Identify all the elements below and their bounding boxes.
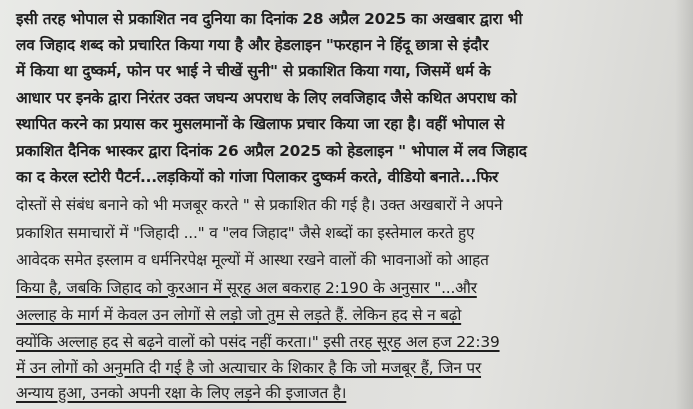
text-line-3: में किया था दुष्कर्म, फोन पर भाई ने चीखें सुनी" से प्रकाशित किया गया, जिसमें धर्म के bbox=[16, 62, 491, 80]
text-line-14: में उन लोगों को अनुमति दी गई है जो अत्याचार के शिकार है कि जो मजबूर हैं, जिन पर bbox=[16, 359, 482, 377]
text-line-13: क्योंकि अल्लाह हद से बढ़ने वालों को पसंद नहीं करता।" इसी तरह सूरह अल हज 22:39 bbox=[16, 333, 500, 351]
text-line-6: प्रकाशित दैनिक भास्कर द्वारा दिनांक 26 अप्रैल 2025 को हेडलाइन " भोपाल में लव जिहाद bbox=[16, 142, 527, 160]
page-edge-shadow bbox=[675, 0, 693, 409]
text-line-4: आधार पर इनके द्वारा निरंतर उक्त जघन्य अपराध के लिए लवजिहाद जैसे कथित अपराध को bbox=[16, 89, 517, 107]
text-line-1: इसी तरह भोपाल से प्रकाशित नव दुनिया का दिनांक 28 अप्रैल 2025 का अखबार द्वारा भी bbox=[16, 10, 523, 28]
text-line-10: आवेदक समेत इस्लाम व धर्मनिरपेक्ष मूल्यों में आस्था रखने वालों की भावनाओं को आहत bbox=[16, 251, 489, 269]
text-line-12: अल्लाह के मार्ग में केवल उन लोगों से लड़ो जो तुम से लड़ते हैं. लेकिन हद से न बढ़ो bbox=[16, 306, 462, 324]
text-line-9: प्रकाशित समाचारों में "जिहादी ..." व "लव जिहाद" जैसे शब्दों का इस्तेमाल करते हुए bbox=[16, 224, 475, 242]
text-line-8: दोस्तों से संबंध बनाने को भी मजबूर करते " से प्रकाशित की गई है। उक्त अखबारों ने अपने bbox=[16, 196, 503, 214]
text-line-2: लव जिहाद शब्द को प्रचारित किया गया है और हेडलाइन "फरहान ने हिंदू छात्रा से इंदौर bbox=[16, 36, 489, 54]
text-line-11: किया है, जबकि जिहाद को कुरआन में सूरह अल बकराह 2:190 के अनुसार "...और bbox=[16, 279, 477, 297]
text-line-15: अन्याय हुआ, उनको अपनी रक्षा के लिए लड़ने की इजाजत है। bbox=[16, 384, 347, 402]
text-line-7: का द केरल स्टोरी पैटर्न...लड़कियों को गांजा पिलाकर दुष्कर्म करते, वीडियो बनाते...फिर bbox=[16, 168, 499, 186]
text-line-5: स्थापित करने का प्रयास कर मुसलमानों के खिलाफ प्रचार किया जा रहा है। वहीं भोपाल से bbox=[16, 115, 505, 133]
